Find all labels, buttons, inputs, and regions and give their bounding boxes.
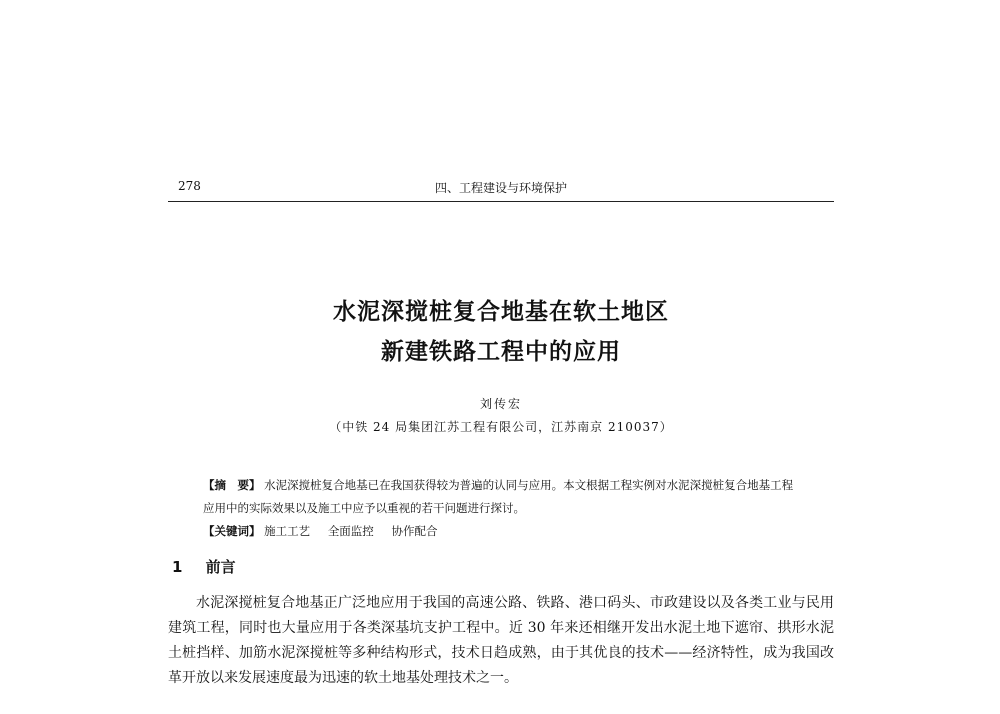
keyword-item: 协作配合	[391, 524, 438, 538]
keywords-label: 【关键词】	[203, 524, 261, 538]
abstract-text: 水泥深搅桩复合地基已在我国获得较为普遍的认同与应用。本文根据工程实例对水泥深搅桩复合地基工程应用中的实际效果以及施工中应予以重视的若干问题进行探讨。	[203, 478, 794, 515]
keyword-item: 施工工艺	[264, 524, 311, 538]
abstract	[203, 474, 803, 520]
section-heading	[172, 556, 236, 577]
page-header	[168, 179, 834, 201]
page-number: 278	[178, 179, 201, 193]
article-title	[168, 292, 834, 372]
section-title: 前言	[205, 558, 236, 576]
header-rule	[168, 201, 834, 202]
keyword-item: 全面监控	[327, 524, 374, 538]
abstract-label: 【摘 要】	[203, 478, 261, 492]
title-line-1: 水泥深搅桩复合地基在软土地区	[333, 299, 669, 325]
author-name: 刘传宏	[479, 397, 522, 411]
body-paragraph: 水泥深搅桩复合地基正广泛地应用于我国的高速公路、铁路、港口码头、市政建设以及各类工业与民用建筑工程，同时也大量应用于各类深基坑支护工程中。近 30 年来还相继开发出水泥土地下遮帘、拱形水泥土桩挡样、加筋水泥深搅桩等多种结构形式，技术日趋成熟，由于其优良的技术——经济特性，成为我国改革开放以来发展速度最为迅速的软土地基处理技术之一。	[168, 595, 834, 686]
section-number: 1	[172, 558, 183, 576]
keywords	[203, 520, 451, 543]
title-line-2: 新建铁路工程中的应用	[381, 339, 621, 365]
author-affiliation: （中铁 24 局集团江苏工程有限公司，江苏南京 210037）	[329, 420, 673, 434]
running-title: 四、工程建设与环境保护	[434, 181, 567, 195]
